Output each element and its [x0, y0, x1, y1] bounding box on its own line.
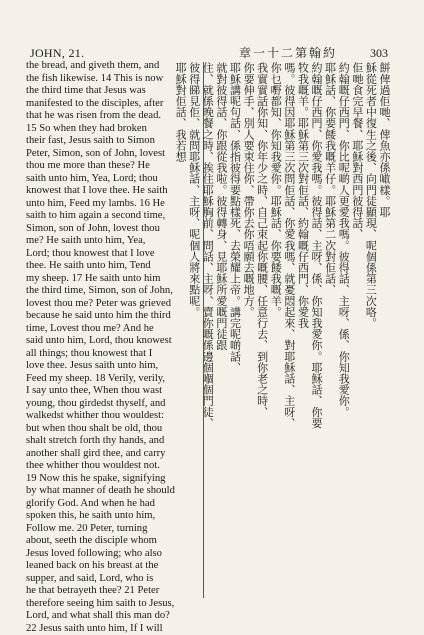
english-line: supper, and said, Lord, who is [26, 573, 194, 586]
english-line: young, thou girdedst thyself, and [26, 398, 194, 411]
chinese-column: 約翰嘅仔西門、你比呢啲人更愛我嗎。彼得話、主呀、係、你知我愛你。 [337, 62, 351, 582]
english-line: Simon, son of John, lovest thou [26, 223, 194, 236]
english-line: but when thou shalt be old, thou [26, 423, 194, 436]
english-line: another shall gird thee, and carry [26, 448, 194, 461]
english-line: lovest thou me? Peter was grieved [26, 298, 194, 311]
chinese-column: 穌從死者中復生之後、向門徒顯現、呢個係第三次咯。 [364, 62, 378, 582]
english-line: my sheep. 17 He saith unto him [26, 273, 194, 286]
english-line: walkedst whither thou wouldest: [26, 410, 194, 423]
running-head-english: JOHN, 21. [30, 46, 84, 61]
english-line: therefore seeing him saith to Jesus, [26, 598, 194, 611]
english-line: spoken this, he saith unto him, [26, 510, 194, 523]
chinese-column: 約翰嘅仔西門、你愛我嗎。彼得話、主呀、係、你知我愛你。耶穌話、你要 [309, 62, 323, 582]
english-line: Jesus loved following; who also [26, 548, 194, 561]
english-line: I say unto thee, When thou wast [26, 385, 194, 398]
english-line: me? He saith unto him, Yea, [26, 235, 194, 248]
chinese-column: 彼得睇見佢、就問耶穌話、主呀、呢個人將來點呢。 [187, 62, 201, 582]
english-line: unto him, Feed my lambs. 16 He [26, 198, 194, 211]
english-line: Follow me. 20 Peter, turning [26, 523, 194, 536]
chinese-column: 耶穌講呢句話、係指彼得要點樣死、去榮耀上帝。講完呢啲話、 [228, 62, 242, 582]
english-text-column [26, 60, 194, 598]
english-line: thee. He saith unto him, Tend [26, 260, 194, 273]
page-number: 303 [370, 46, 388, 61]
english-line: 19 Now this he spake, signifying [26, 473, 194, 486]
english-line: about, seeth the disciple whom [26, 535, 194, 548]
chinese-column: 就對彼得話、你跟從我啦。彼得轉身、見耶穌所愛嘅門徒跟 [214, 62, 228, 582]
chinese-column: 耶穌對佢話、我若想 [174, 62, 188, 582]
english-line: because he said unto him the third [26, 310, 194, 323]
chinese-column: 嗎。彼得因耶穌第三次問佢話、你愛我嗎、就憂悶起來、對耶穌話、主呀、 [282, 62, 296, 582]
chinese-column: 住、就係晚餐之時、挨住耶穌胸前、問話、主呀、賣你嘅係邊個嗰個門徒、 [201, 62, 215, 582]
chinese-column: 餅俾過佢哋、俾魚亦係噉樣。耶 [377, 62, 391, 582]
chinese-column: 你乜嘢都知、你知我愛你。耶穌話、你要餧我嘅羊。 [269, 62, 283, 582]
english-line: Lord; thou knowest that I love [26, 248, 194, 261]
chinese-column: 我實實話你知、你年少之時、自己束起你嘅腰、任意行去、到你老之時、 [255, 62, 269, 582]
english-line: their fast, Jesus saith to Simon [26, 135, 194, 148]
chinese-column: 你要伸手、別人要束住你、帶你去你唔願去嘅地方。 [241, 62, 255, 582]
english-line: Lord, and what shall this man do? [26, 610, 194, 623]
english-line: the third time, Simon, son of John, [26, 285, 194, 298]
english-line: time, Lovest thou me? And he [26, 323, 194, 336]
english-line: by what manner of death he should [26, 485, 194, 498]
english-line: knowest that I love thee. He saith [26, 185, 194, 198]
english-line: thee whither thou wouldest not. [26, 460, 194, 473]
english-line: love thee. Jesus saith unto him, [26, 360, 194, 373]
english-line: that he was risen from the dead. [26, 110, 194, 123]
english-line: saith to him again a second time, [26, 210, 194, 223]
english-line: manifested to the disciples, after [26, 98, 194, 111]
english-line: shalt stretch forth thy hands, and [26, 435, 194, 448]
english-line: glorify God. And when he had [26, 498, 194, 511]
english-line: thou me more than these? He [26, 160, 194, 173]
english-line: the bread, and giveth them, and [26, 60, 194, 73]
english-line: Peter, Simon, son of John, lovest [26, 148, 194, 161]
english-line: Feed my sheep. 18 Verily, verily, [26, 373, 194, 386]
english-line: 15 So when they had broken [26, 123, 194, 136]
chinese-text-column [207, 62, 391, 582]
english-line: leaned back on his breast at the [26, 560, 194, 573]
english-line: said unto him, Lord, thou knowest [26, 335, 194, 348]
chinese-column: 牧我嘅羊。耶穌第三次對佢話、約翰嘅仔西門、你愛我 [296, 62, 310, 582]
chinese-column: 耶穌話、你要餧我嘅羊仔。耶穌第二次對佢話、 [323, 62, 337, 582]
english-line: the fish likewise. 14 This is now [26, 73, 194, 86]
chinese-column: 佢哋食完早餐、耶穌對西門彼得話、 [350, 62, 364, 582]
english-line: the third time that Jesus was [26, 85, 194, 98]
running-head-chinese: 章一十二第翰約 [226, 44, 350, 61]
english-line: saith unto him, Yea, Lord; thou [26, 173, 194, 186]
english-line: all things; thou knowest that I [26, 348, 194, 361]
english-line: he that betrayeth thee? 21 Peter [26, 585, 194, 598]
english-line: 22 Jesus saith unto him, If I will [26, 623, 194, 635]
